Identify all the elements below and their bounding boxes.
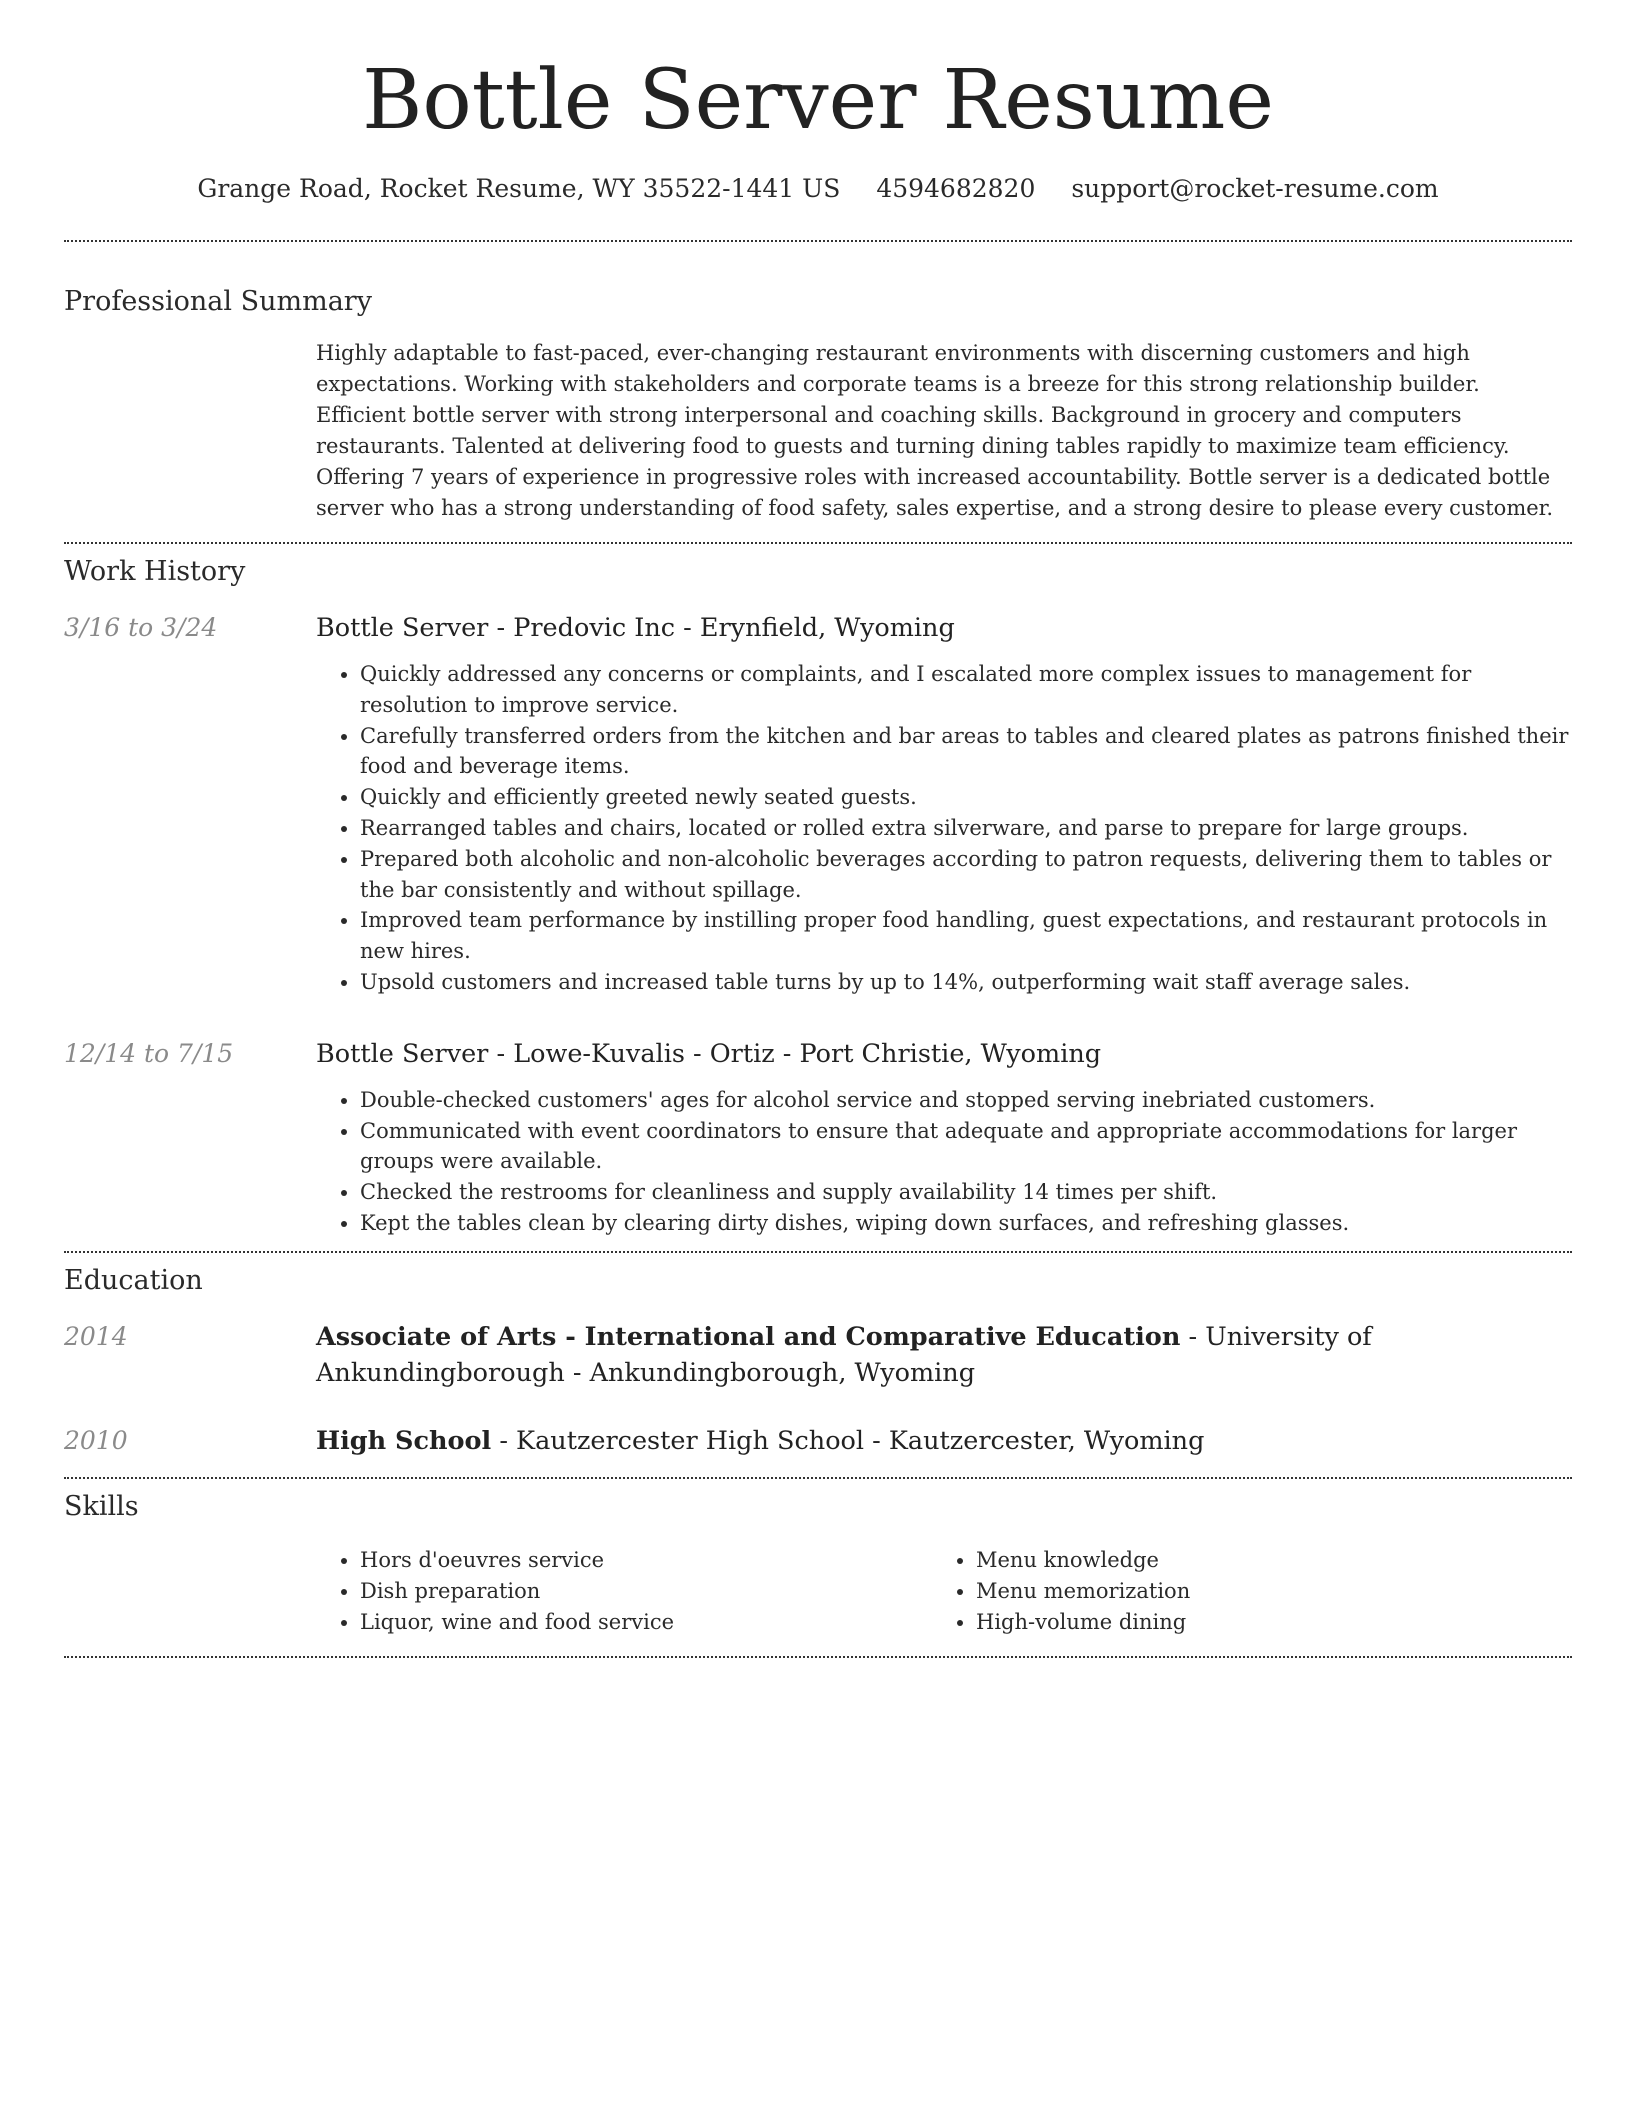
resume-title: Bottle Server Resume	[362, 53, 1274, 148]
job-dates: 12/14 to 7/15	[64, 1038, 234, 1068]
summary-heading: Professional Summary	[64, 286, 372, 317]
job-bullets	[316, 659, 1572, 998]
list-item: • Improved team performance by instilling proper food handling, guest expectations, and restaurant protocols in new hires.	[360, 905, 1572, 967]
list-item: • Carefully transferred orders from the kitchen and bar areas to tables and cleared plates as patrons finished their food and beverage items.	[360, 721, 1572, 783]
contact-email: support@rocket-resume.com	[1071, 174, 1439, 203]
list-item: • Quickly addressed any concerns or complaints, and I escalated more complex issues to management for resolution to improve service.	[360, 659, 1572, 721]
education-institution: - University of Ankundingborough - Ankundingborough, Wyoming	[316, 1321, 1372, 1388]
list-item: • Dish preparation	[360, 1576, 932, 1607]
resume-page	[64, 0, 1572, 1658]
education-institution: - Kautzercester High School - Kautzercester, Wyoming	[491, 1425, 1205, 1456]
education-details	[316, 1319, 1572, 1391]
job-details	[316, 610, 1572, 998]
skills-list-right	[932, 1545, 1548, 1638]
divider	[64, 240, 1572, 242]
contact-phone: 4594682820	[876, 174, 1036, 203]
job-dates: 3/16 to 3/24	[64, 613, 218, 642]
divider	[64, 1656, 1572, 1658]
skills-heading: Skills	[64, 1490, 139, 1522]
contact-line	[64, 172, 1572, 206]
job-entry	[64, 610, 1572, 998]
work-history-heading: Work History	[64, 556, 246, 587]
education-degree: Associate of Arts - International and Comparative Education	[316, 1321, 1181, 1352]
education-heading: Education	[64, 1264, 203, 1296]
list-item: • Rearranged tables and chairs, located or rolled extra silverware, and parse to prepare for large groups.	[360, 813, 1572, 844]
education-degree: High School	[316, 1425, 492, 1456]
education-year: 2010	[64, 1425, 128, 1455]
job-entry	[64, 1036, 1572, 1239]
list-item: • Menu memorization	[976, 1576, 1548, 1607]
list-item: • Communicated with event coordinators to ensure that adequate and appropriate accommodations for larger groups were available.	[360, 1116, 1572, 1178]
list-item: • Menu knowledge	[976, 1545, 1548, 1576]
job-title: Bottle Server - Lowe-Kuvalis - Ortiz - Port Christie, Wyoming	[316, 1038, 1102, 1069]
list-item: • Hors d'oeuvres service	[360, 1545, 932, 1576]
work-history-section	[64, 554, 1572, 1239]
job-title: Bottle Server - Predovic Inc - Erynfield, Wyoming	[316, 613, 955, 643]
education-details	[316, 1423, 1572, 1459]
education-entry	[64, 1319, 1572, 1391]
list-item: • Upsold customers and increased table turns by up to 14%, outperforming wait staff average sales.	[360, 967, 1572, 998]
summary-section	[64, 284, 1572, 524]
skills-section	[64, 1489, 1572, 1638]
job-bullets	[316, 1085, 1572, 1239]
education-entry	[64, 1423, 1572, 1459]
divider	[64, 1477, 1572, 1479]
divider	[64, 1251, 1572, 1253]
list-item: • Quickly and efficiently greeted newly seated guests.	[360, 782, 1572, 813]
job-details	[316, 1036, 1572, 1239]
list-item: • Prepared both alcoholic and non-alcoholic beverages according to patron requests, delivering them to tables or the bar consistently and without spillage.	[360, 844, 1572, 906]
list-item: • Double-checked customers' ages for alcohol service and stopped serving inebriated customers.	[360, 1085, 1572, 1116]
skills-list-left	[316, 1545, 932, 1638]
list-item: • Liquor, wine and food service	[360, 1607, 932, 1638]
divider	[64, 542, 1572, 544]
education-section	[64, 1263, 1572, 1459]
list-item: • High-volume dining	[976, 1607, 1548, 1638]
skills-lists	[316, 1545, 1572, 1638]
summary-text: Highly adaptable to fast-paced, ever-changing restaurant environments with discerning customers and high expectations. Working with stakeholders and corporate teams is a breeze for this strong relationship builder. Efficient bottle server with strong interpersonal and coaching skills. Background in grocery and computers restaurants. Talented at delivering food to guests and turning dining tables rapidly to maximize team efficiency. Offering 7 years of experience in progressive roles with increased accountability. Bottle server is a dedicated bottle server who has a strong understanding of food safety, sales expertise, and a strong desire to please every customer.	[316, 341, 1554, 520]
list-item: • Checked the restrooms for cleanliness and supply availability 14 times per shift.	[360, 1177, 1572, 1208]
education-year: 2014	[64, 1321, 128, 1351]
list-item: • Kept the tables clean by clearing dirty dishes, wiping down surfaces, and refreshing glasses.	[360, 1208, 1572, 1239]
contact-address: Grange Road, Rocket Resume, WY 35522-1441 US	[197, 174, 841, 203]
